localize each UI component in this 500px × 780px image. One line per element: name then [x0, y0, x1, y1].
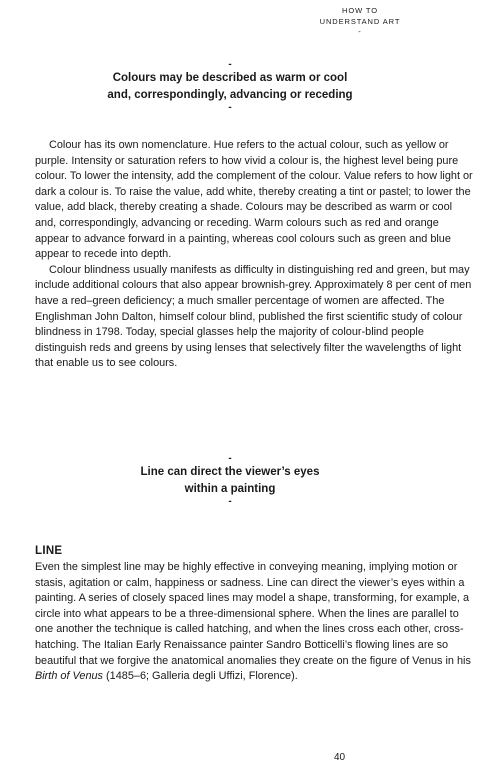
running-head-line-2: UNDERSTAND ART	[319, 16, 401, 26]
page-number: 40	[334, 752, 346, 763]
pullquote-line-2: and, correspondingly, advancing or receding	[107, 88, 353, 101]
pullquote-line-2: within a painting	[184, 482, 276, 495]
paragraph-line	[35, 560, 475, 685]
pullquote-line-1: Colours may be described as warm or cool	[112, 72, 348, 84]
pullquote-line-1: Line can direct the viewer’s eyes	[140, 466, 320, 478]
pullquote-line	[60, 454, 400, 507]
body-text-line	[35, 560, 475, 685]
body-text-colour	[35, 138, 475, 372]
pullquote-dash-top: -	[228, 59, 232, 70]
artwork-title: Birth of Venus	[35, 670, 104, 683]
pullquote-dash-bottom: -	[228, 496, 232, 507]
paragraph-colour-blindness: Colour blindness usually manifests as difficulty in distinguishing red and green, but may include additional colours that also appear brownish-grey. Approximately 8 per cent of men have a red–green deficiency; a much smaller percentage of women are affected. The Englishman John Dalton, himself colour blind, published the first scientific study of colour blindness in 1798. Today, special glasses help the majority of colour-blind people distinguish reds and greens by using lenses that selectively filter the wavelengths of light that enable us to see colours.	[35, 263, 472, 370]
paragraph-colour-nomenclature: Colour has its own nomenclature. Hue refers to the actual colour, such as yellow or purple. Intensity or saturation refers to how vivid a colour is, the highest level being pure colour. To lower the intensity, add the complement of the colour. Value refers to how light or dark a colour is. To raise the value, add white, thereby creating a tint or pastel; to lower the value, add black, thereby creating a shade. Colours may be described as warm or cool and, correspondingly, advancing or receding. Warm colours such as red and orange appear to advance forward in a painting, whereas cool colours such as green and blue appear to recede into depth.	[35, 139, 473, 261]
pullquote-colours	[60, 60, 400, 113]
paragraph-line-text: Even the simplest line may be highly effective in conveying meaning, implying motion or stasis, agitation or calm, happiness or sadness. Line can direct the viewer’s eyes within a painting. A series of closely spaced lines may model a shape, transforming, for example, a circle into what appears to be a three-dimensional sphere. When the lines are parallel to one another the technique is called hatching, and when the lines cross each other, cross-hatching. The Italian Early Renaissance painter Sandro Botticelli’s flowing lines are so beautiful that we forgive the anatomical anomalies they create on the figure of Venus in his	[35, 561, 471, 667]
running-head	[318, 6, 402, 38]
section-heading-line: LINE	[35, 545, 63, 557]
paragraph-line-text-end: (1485–6; Galleria degli Uffizi, Florence).	[103, 670, 298, 683]
running-head-line-1: HOW TO	[342, 6, 378, 15]
pullquote-dash-top: -	[228, 453, 232, 464]
pullquote-dash-bottom: -	[228, 102, 232, 113]
running-head-dash: -	[358, 27, 362, 36]
